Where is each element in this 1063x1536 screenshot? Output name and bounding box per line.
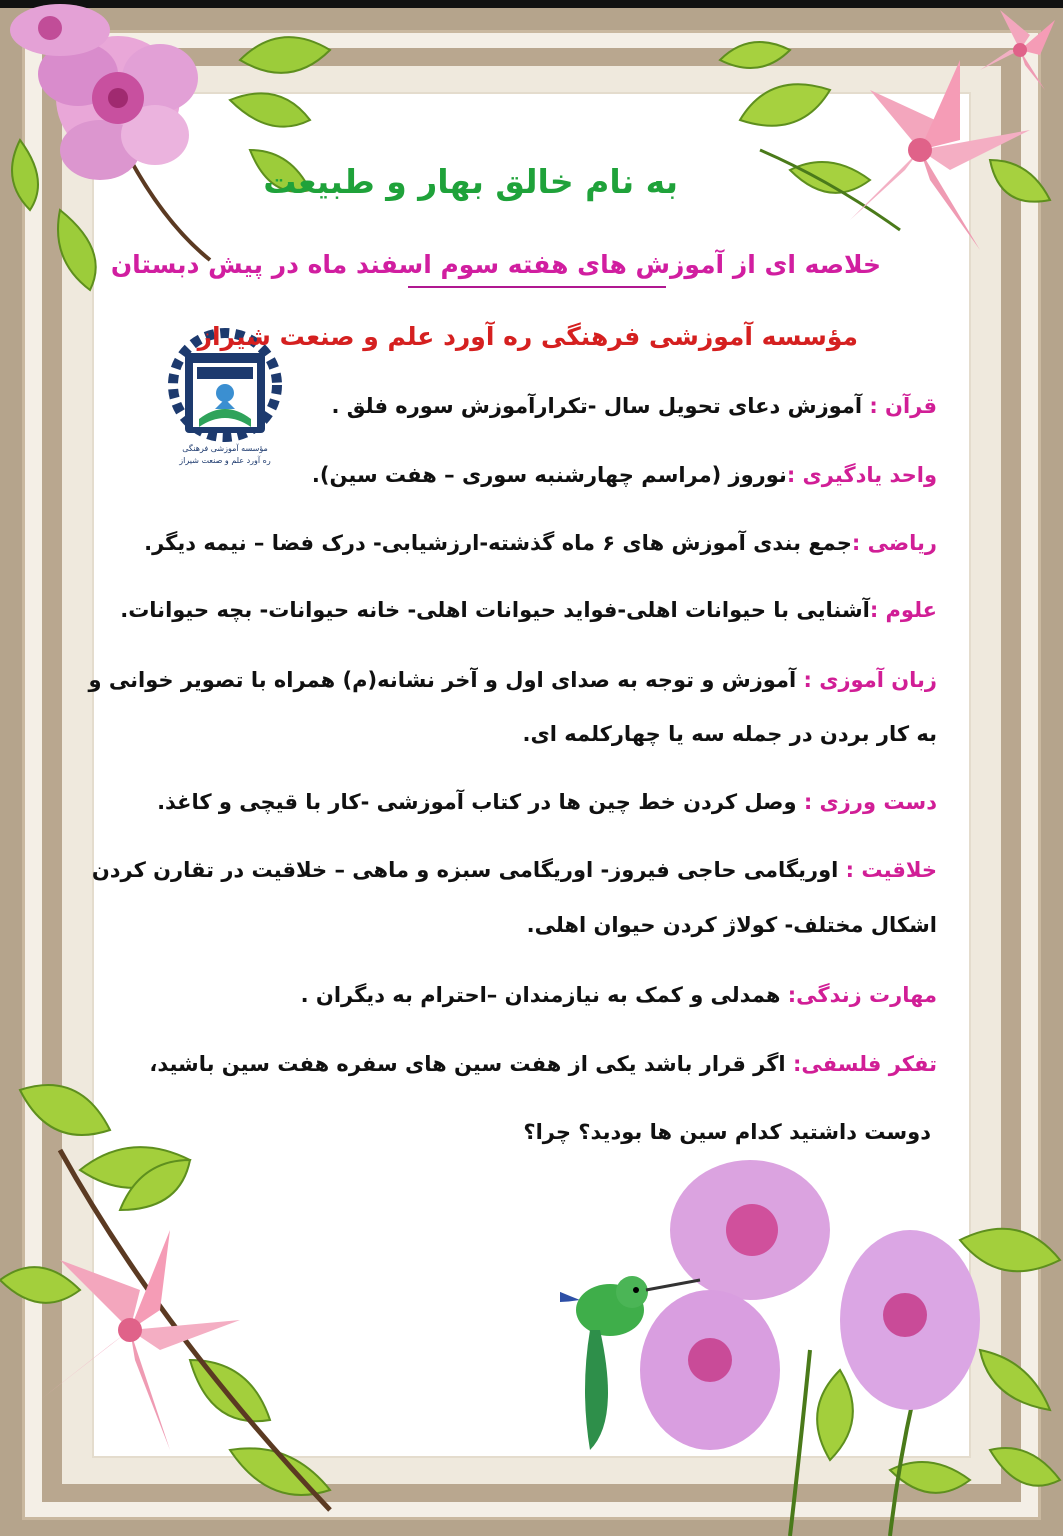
flowers-bottom-right-icon [560,1150,1063,1536]
item-text: اگر قرار باشد یکی از هفت سین های سفره هفت سین باشید، [149,1052,793,1076]
logo-text-line1: مؤسسه آموزشی فرهنگی [182,444,268,453]
item-text: اوریگامی حاجی فیروز- اوریگامی سبزه و ماهی – خلاقیت در تقارن کردن [91,858,846,882]
item-text: دوست داشتید کدام سین ها بودید؟ چرا؟ [523,1120,931,1144]
flowers-bottom-left-icon [0,1030,440,1536]
item-label: دست ورزی : [803,790,937,814]
item-label: واحد یادگیری : [786,463,937,487]
item-label: ریاضی : [851,531,937,555]
item-philosophy [149,1052,937,1076]
item-text: اشکال مختلف- کولاژ کردن حیوان اهلی. [526,913,937,937]
item-quran [331,394,937,418]
item-text: آموزش دعای تحویل سال -تکرارآموزش سوره فلق . [331,394,870,418]
item-math [144,531,937,555]
item-label: خلاقیت : [845,858,937,882]
item-label: علوم : [869,598,937,622]
logo-text-line2: ره آورد علم و صنعت شیراز [179,456,271,465]
page-title: به نام خالق بهار و طبیعت [263,162,678,201]
item-creativity-cont [527,913,937,937]
item-text: به کار بردن در جمله سه یا چهارکلمه ای. [522,722,937,746]
item-label: مهارت زندگی: [787,983,937,1007]
item-text: نوروز (مراسم چهارشنبه سوری – هفت سین). [311,463,787,487]
page-subtitle: خلاصه ای از آموزش های هفته سوم اسفند ماه در پیش دبستان [110,250,881,279]
item-science [120,598,937,622]
subtitle-underline [408,286,666,288]
item-learning-unit [312,463,937,487]
item-handcraft [157,790,937,814]
item-text: جمع بندی آموزش های ۶ ماه گذشته-ارزشیابی- درک فضا – نیمه دیگر. [144,531,852,555]
item-language [89,668,937,692]
item-text: آشنایی با حیوانات اهلی-فواید حیوانات اهلی- خانه حیوانات- بچه حیوانات. [120,598,870,622]
item-label: زبان آموزی : [803,668,937,692]
item-label: قرآن : [869,394,937,418]
item-text: آموزش و توجه به صدای اول و آخر نشانه(م) همراه با تصویر خوانی و [88,668,804,692]
item-language-cont [523,722,937,746]
item-creativity [92,858,937,882]
item-text: وصل کردن خط چین ها در کتاب آموزشی -کار با قیچی و کاغذ. [157,790,804,814]
item-philosophy-cont [523,1120,931,1144]
item-life-skills [301,983,937,1007]
institute-name: مؤسسه آموزشی فرهنگی ره آورد علم و صنعت شیراز [197,322,858,351]
item-label: تفکر فلسفی: [792,1052,937,1076]
item-text: همدلی و کمک به نیازمندان –احترام به دیگران . [300,983,788,1007]
